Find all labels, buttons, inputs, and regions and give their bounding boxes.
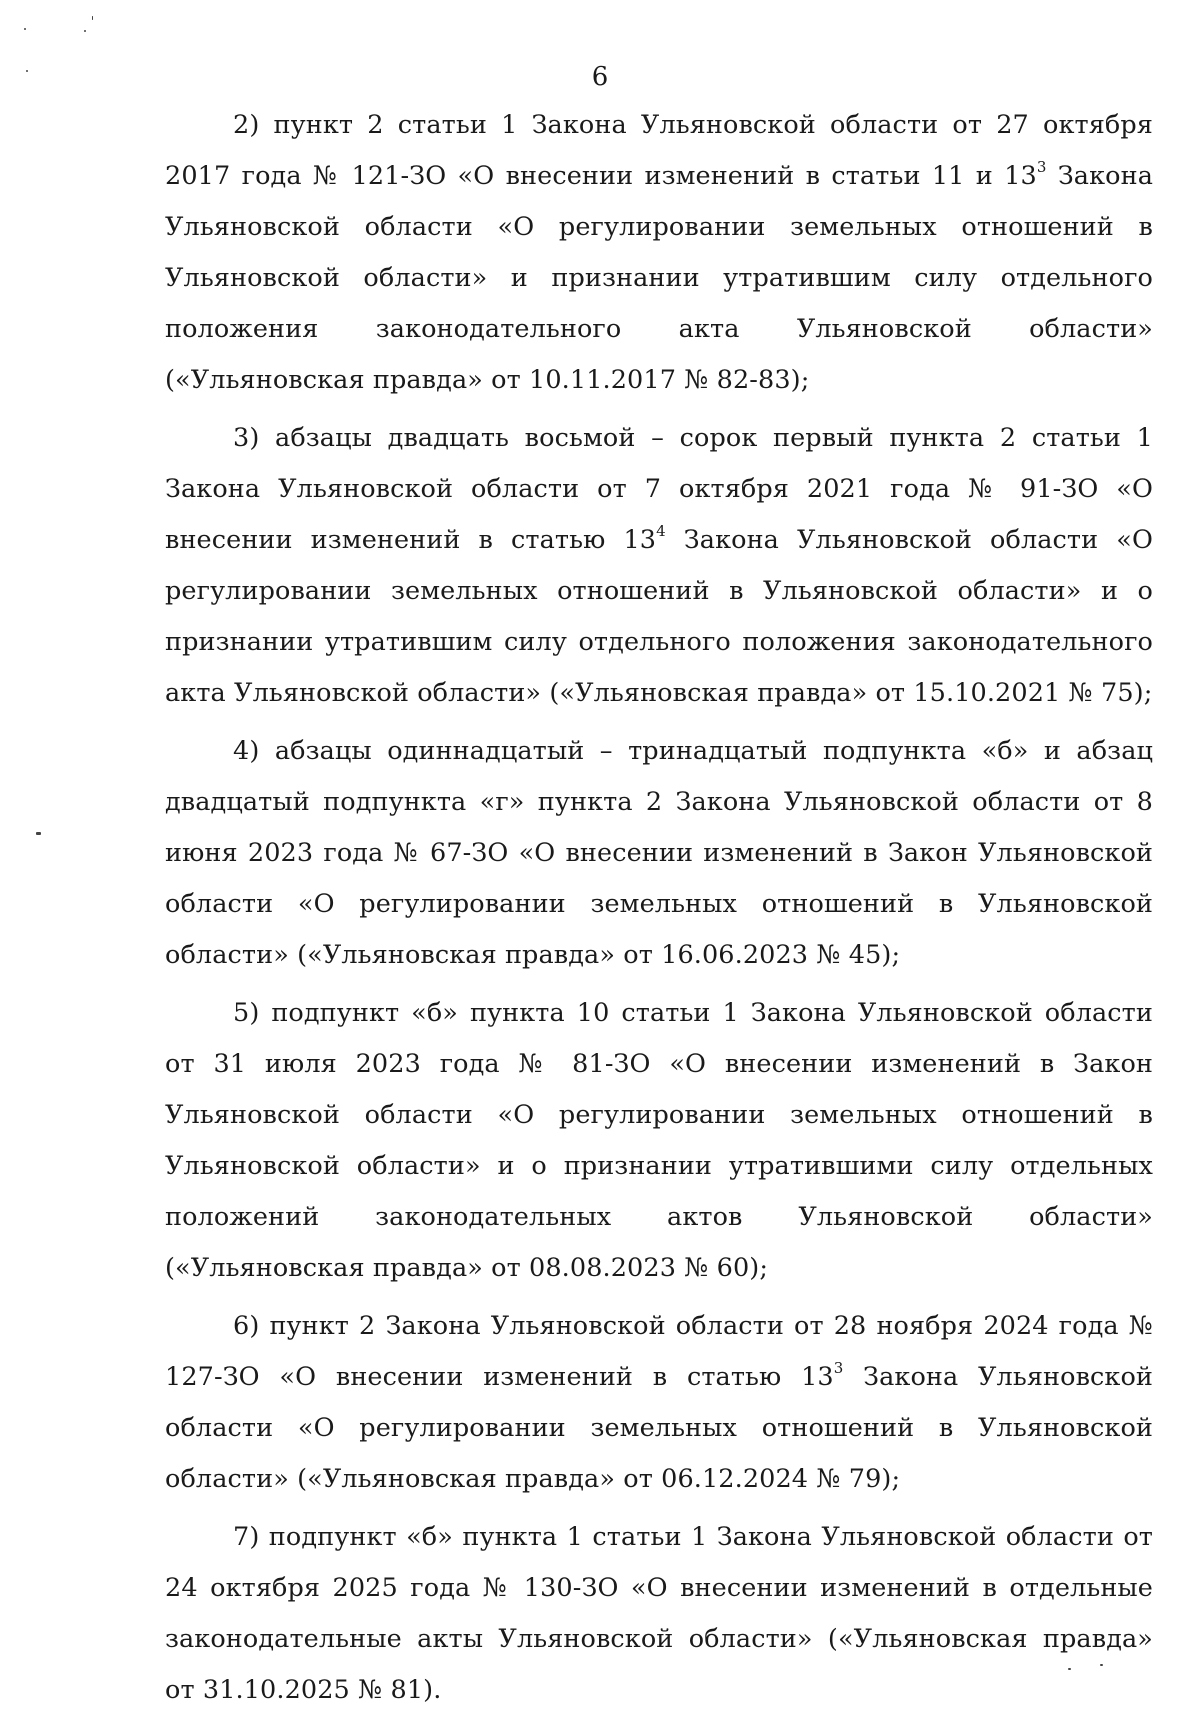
- paragraph-text: 3) абзацы двадцать восьмой – сорок первый пункта 2 статьи 1 Закона Ульяновской области от 7 октября 2021 года № 91-ЗО «О внесении изменений в статью 13: [165, 423, 1153, 555]
- list-item-5: [165, 988, 1153, 1294]
- paragraph-text: 7) подпункт «б» пункта 1 статьи 1 Закона Ульяновской области от 24 октября 2025 года № 130-ЗО «О внесении изменений в отдельные законодательные акты Ульяновской области» («Ульяновская правда» от 31.10.2025 № 81).: [165, 1522, 1153, 1705]
- paragraph-text: Закона Ульяновской области «О регулировании земельных отношений в Ульяновской области» и признании утратившим силу отдельного положения законодательного акта Ульяновской области» («Ульяновская правда» от 10.11.2017 № 82-83);: [165, 161, 1154, 395]
- list-item-3: [165, 413, 1153, 719]
- paragraph-text: 6) пункт 2 Закона Ульяновской области от 28 ноября 2024 года № 127-ЗО «О внесении изменений в статью 13: [165, 1311, 1153, 1392]
- scan-artifact: [36, 832, 41, 835]
- list-item-2: [165, 100, 1153, 406]
- superscript: 3: [1036, 157, 1047, 176]
- paragraph-text: Закона Ульяновской области «О регулировании земельных отношений в Ульяновской области» и о признании утратившим силу отдельного положения законодательного акта Ульяновской области» («Ульяновская правда» от 15.10.2021 № 75);: [165, 525, 1153, 708]
- list-item-4: [165, 726, 1153, 981]
- page-number: 6: [591, 62, 609, 92]
- paragraph-text: 5) подпункт «б» пункта 10 статьи 1 Закона Ульяновской области от 31 июля 2023 года № 81-ЗО «О внесении изменений в Закон Ульяновской области «О регулировании земельных отношений в Ульяновской области» и о признании утратившими силу отдельных положений законодательных актов Ульяновской области» («Ульяновская правда» от 08.08.2023 № 60);: [165, 998, 1153, 1283]
- superscript: 4: [656, 521, 666, 540]
- paragraph-text: 4) абзацы одиннадцатый – тринадцатый подпункта «б» и абзац двадцатый подпункта «г» пункта 2 Закона Ульяновской области от 8 июня 2023 года № 67-ЗО «О внесении изменений в Закон Ульяновской области «О регулировании земельных отношений в Ульяновской области» («Ульяновская правда» от 16.06.2023 № 45);: [165, 736, 1153, 970]
- scan-artifact: [84, 30, 86, 32]
- list-item-6: [165, 1301, 1153, 1505]
- paragraph-text: Закона Ульяновской области «О регулировании земельных отношений в Ульяновской области» («Ульяновская правда» от 06.12.2024 № 79);: [165, 1362, 1153, 1494]
- document-body: [165, 100, 1153, 1723]
- scan-artifact: [24, 28, 26, 30]
- paragraph-text: 2) пункт 2 статьи 1 Закона Ульяновской области от 27 октября 2017 года № 121-ЗО «О внесении изменений в статьи 11 и 13: [165, 110, 1153, 191]
- list-item-7: [165, 1512, 1153, 1716]
- superscript: 3: [833, 1358, 844, 1377]
- scan-artifact: [92, 16, 93, 20]
